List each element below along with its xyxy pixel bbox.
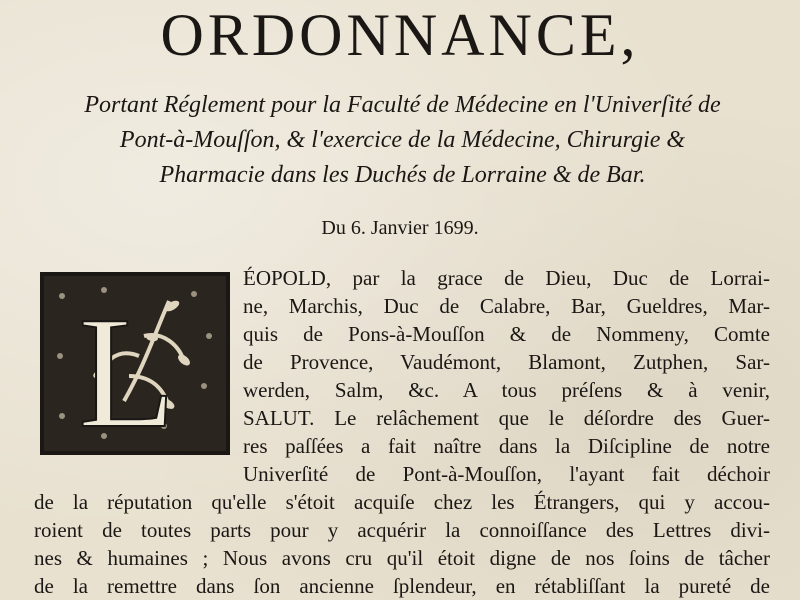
subtitle-line: Portant Réglement pour la Faculté de Médecine en l'Univerſité de [84,92,721,118]
body-line: Univerſité de Pont-à-Mouſſon, l'ayant fait déchoir [243,462,770,486]
document-date: Du 6. Janvier 1699. [321,217,479,239]
body-line: res paſſées a fait naître dans la Diſcipline de notre [243,434,770,458]
decorative-drop-cap [40,272,230,455]
document-subtitle [30,88,775,193]
body-line: de Provence, Vaudémont, Blamont, Zutphen, Sar- [243,350,770,374]
drop-cap-letter: L [78,283,176,451]
subtitle-line: Pharmacie dans les Duchés de Lorraine & de Bar. [159,162,646,188]
body-line: quis de Pons-à-Mouſſon & de Nommeny, Comte [243,322,770,346]
body-line: SALUT. Le relâchement que le déſordre des Guer- [243,406,770,430]
body-line: ne, Marchis, Duc de Calabre, Bar, Gueldres, Mar- [243,294,770,318]
body-line: ÉOPOLD, par la grace de Dieu, Duc de Lorrai- [243,266,770,290]
body-line: de la réputation qu'elle s'étoit acquiſe chez les Étrangers, qui y accou- [34,490,770,514]
body-line: werden, Salm, &c. A tous préſens & à venir, [243,378,770,402]
body-line: de la remettre dans ſon ancienne ſplendeur, en rétabliſſant la pureté de [34,574,770,598]
drop-cap-ornament-icon [44,276,226,451]
document-title: ORDONNANCE, [160,2,640,68]
subtitle-line: Pont-à-Mouſſon, & l'exercice de la Médecine, Chirurgie & [119,127,686,153]
body-line: roient de toutes parts pour y acquérir la connoiſſance des Lettres divi- [34,518,770,542]
body-line: nes & humaines ; Nous avons cru qu'il étoit digne de nos ſoins de tâcher [34,546,770,570]
